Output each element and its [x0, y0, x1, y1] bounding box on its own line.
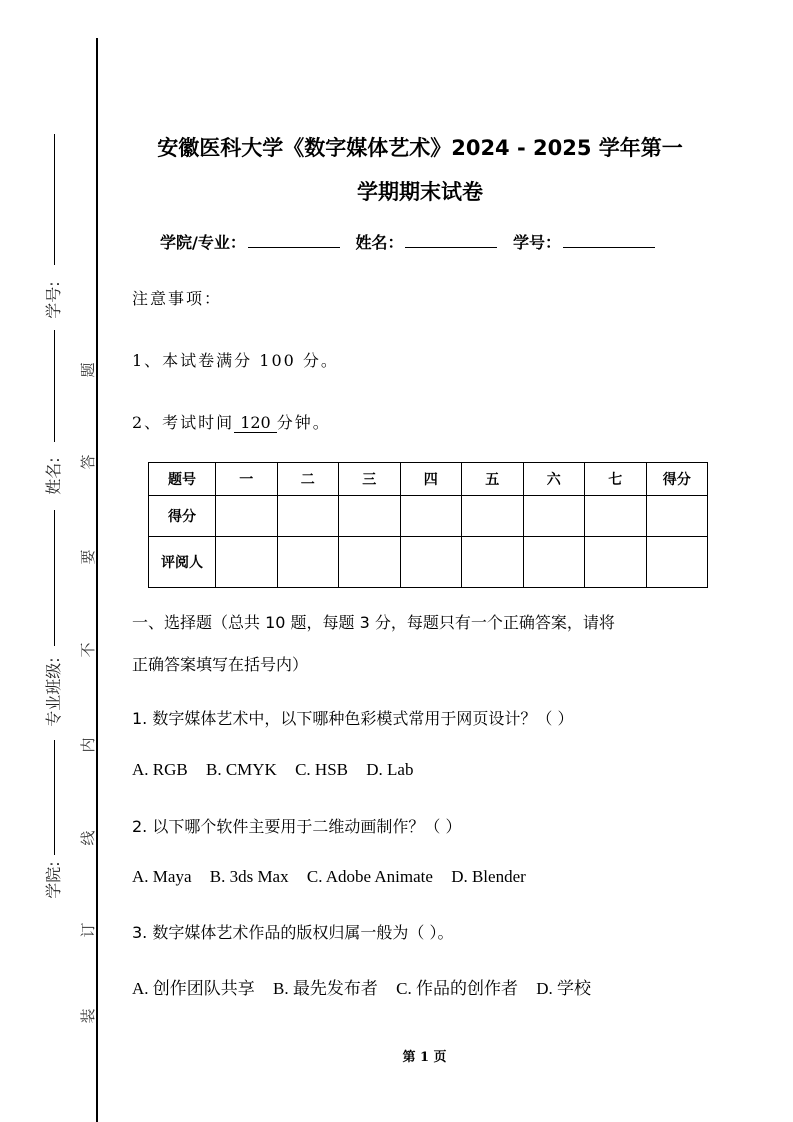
reviewer-cell[interactable]: [339, 537, 401, 588]
option: B. CMYK: [205, 760, 277, 779]
table-row: [149, 496, 708, 537]
option: D. Blender: [451, 867, 526, 886]
score-cell[interactable]: [646, 496, 708, 537]
reviewer-cell[interactable]: [462, 537, 524, 588]
option: D. Lab: [366, 760, 414, 779]
question-3-options: [132, 974, 605, 999]
title-line-1: 安徽医科大学《数字媒体艺术》2024 - 2025 学年第一: [157, 136, 683, 160]
reviewer-cell[interactable]: [523, 537, 585, 588]
student-info-line: [160, 230, 700, 253]
page-number: 第 1 页: [402, 1050, 447, 1065]
exam-duration-value: 120: [234, 413, 277, 433]
margin-line: [54, 330, 55, 442]
reviewer-cell[interactable]: [216, 537, 278, 588]
score-cell[interactable]: [400, 496, 462, 537]
option: B. 3ds Max: [209, 867, 289, 886]
seal-char: 线: [79, 830, 97, 846]
margin-line: [54, 510, 55, 646]
score-cell[interactable]: [585, 496, 647, 537]
header-cell: 四: [400, 463, 462, 496]
section-heading-line-1: 一、选择题（总共 10 题，每题 3 分，每题只有一个正确答案，请将: [132, 613, 615, 632]
score-cell[interactable]: [277, 496, 339, 537]
note-item-2: [132, 410, 331, 433]
option: B. 最先发布者: [273, 979, 378, 998]
option: C. HSB: [295, 760, 349, 779]
margin-college-label: 学院:: [44, 861, 63, 899]
margin-class-label: 专业班级:: [44, 657, 63, 727]
option: A. Maya: [132, 867, 192, 886]
student-id-blank[interactable]: [563, 233, 655, 248]
header-cell: 五: [462, 463, 524, 496]
note-item-2-prefix: 2、考试时间: [132, 413, 235, 432]
row-label: 评阅人: [149, 537, 216, 588]
header-cell: 二: [277, 463, 339, 496]
header-cell: 得分: [646, 463, 708, 496]
notes-heading: 注意事项：: [132, 289, 223, 308]
score-cell[interactable]: [216, 496, 278, 537]
margin-name-label: 姓名:: [44, 457, 63, 495]
reviewer-cell[interactable]: [585, 537, 647, 588]
header-cell: 六: [523, 463, 585, 496]
option: D. 学校: [536, 979, 591, 998]
score-cell[interactable]: [523, 496, 585, 537]
student-id-label: 学号：: [513, 233, 562, 252]
question-1: 1. 数字媒体艺术中，以下哪种色彩模式常用于网页设计？（ ）: [132, 709, 574, 728]
note-item-1: 1、本试卷满分 100 分。: [132, 351, 339, 370]
seal-char: 订: [79, 922, 97, 938]
seal-char: 内: [79, 737, 97, 753]
question-2: 2. 以下哪个软件主要用于二维动画制作？（ ）: [132, 817, 462, 836]
question-2-options: [132, 867, 540, 887]
option: C. Adobe Animate: [306, 867, 433, 886]
title-line-2: 学期期末试卷: [357, 180, 483, 204]
name-label: 姓名：: [355, 233, 404, 252]
reviewer-cell[interactable]: [646, 537, 708, 588]
reviewer-cell[interactable]: [277, 537, 339, 588]
score-cell[interactable]: [339, 496, 401, 537]
header-cell: 七: [585, 463, 647, 496]
score-cell[interactable]: [462, 496, 524, 537]
seal-char: 不: [79, 642, 97, 658]
score-table: [148, 462, 708, 588]
section-heading-line-2: 正确答案填写在括号内）: [132, 655, 309, 674]
row-label: 得分: [149, 496, 216, 537]
option: C. 作品的创作者: [396, 979, 518, 998]
header-cell: 一: [216, 463, 278, 496]
score-table-header: [149, 463, 708, 496]
header-cell: 题号: [149, 463, 216, 496]
binding-rule: [96, 38, 98, 1122]
seal-char: 装: [79, 1008, 97, 1024]
header-cell: 三: [339, 463, 401, 496]
question-1-options: [132, 760, 427, 780]
seal-char: 答: [79, 454, 97, 470]
question-3: 3. 数字媒体艺术作品的版权归属一般为（ ）。: [132, 923, 454, 942]
note-item-2-suffix: 分钟。: [276, 413, 331, 432]
college-blank[interactable]: [248, 233, 340, 248]
seal-char: 要: [79, 549, 97, 565]
name-blank[interactable]: [405, 233, 497, 248]
margin-line: [54, 740, 55, 855]
margin-student-id-label: 学号:: [44, 281, 63, 319]
margin-line: [54, 134, 55, 265]
reviewer-cell[interactable]: [400, 537, 462, 588]
seal-char: 题: [79, 362, 97, 378]
exam-title: [120, 126, 720, 214]
table-row: [149, 537, 708, 588]
college-label: 学院/专业：: [160, 233, 246, 252]
option: A. 创作团队共享: [132, 979, 255, 998]
option: A. RGB: [132, 760, 188, 779]
